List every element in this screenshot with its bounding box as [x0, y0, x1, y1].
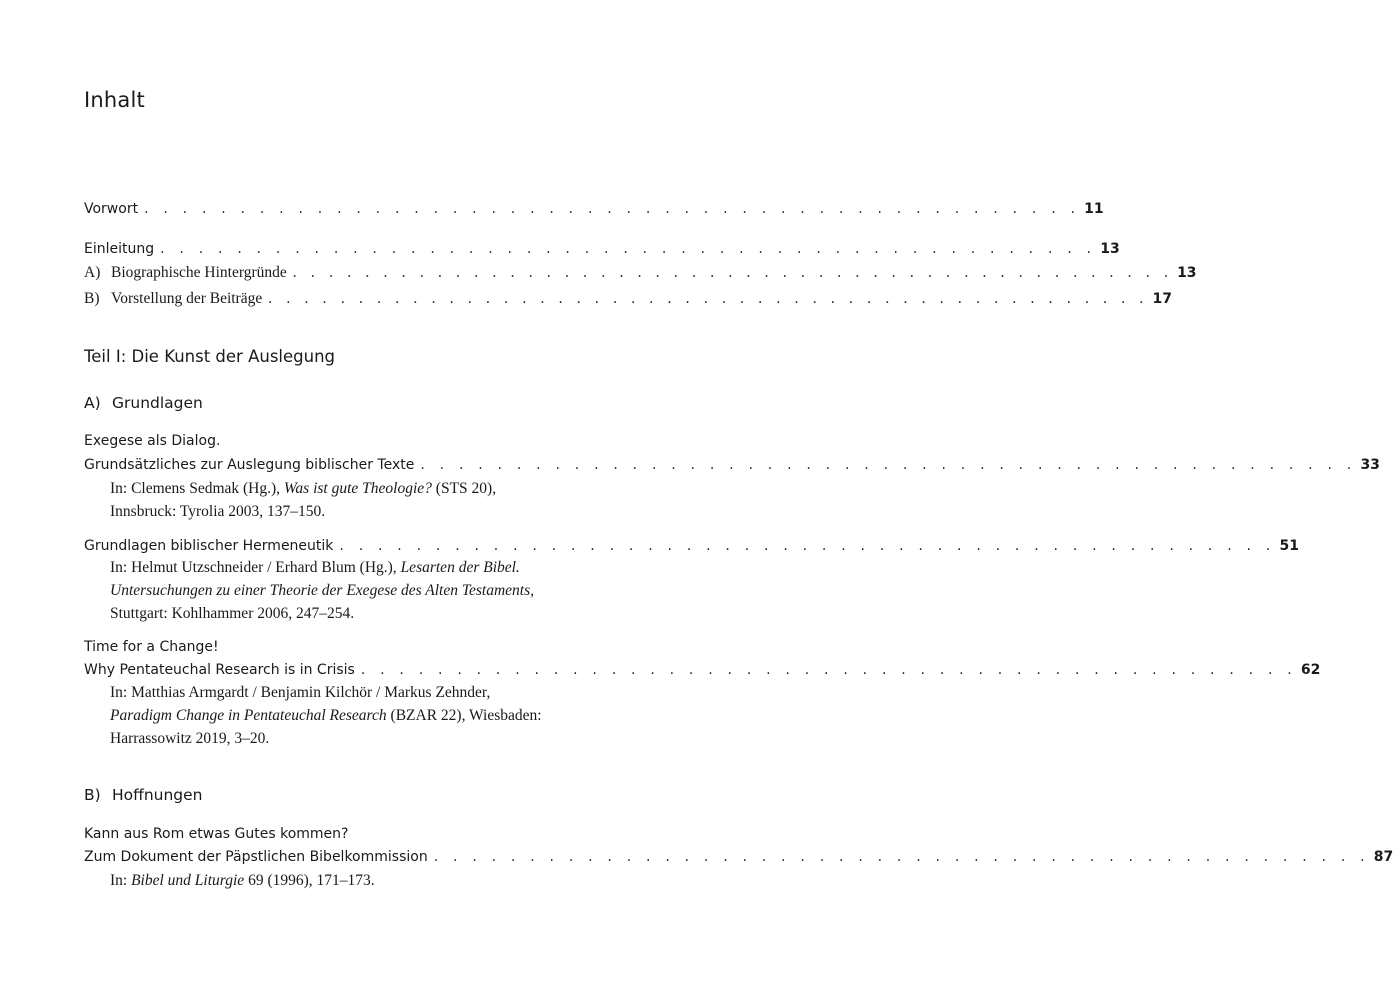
section-prefix: B)	[84, 786, 101, 804]
toc-entry-vorwort	[84, 201, 1104, 217]
dot-leader: . . . . . . . . . . . . . . . . . . . . . . . . . . . . . . . . . . . . . . . . . . . . . . . . .	[339, 538, 1276, 554]
subentry-prefix: B)	[84, 290, 100, 307]
dot-leader: . . . . . . . . . . . . . . . . . . . . . . . . . . . . . . . . . . . . . . . . . . . . . . . . .	[420, 457, 1357, 473]
part-title: Teil I: Die Kunst der Auslegung	[84, 347, 336, 366]
section-label: Grundlagen	[112, 394, 203, 412]
entry-title-line: Grundlagen biblischer Hermeneutik	[84, 538, 334, 554]
section-heading-grundlagen	[84, 394, 203, 412]
entry-source	[110, 681, 580, 750]
toc-entry-einleitung	[84, 241, 1120, 257]
source-title: Was ist gute Theologie?	[283, 480, 432, 497]
source-text: Harrassowitz 2019, 3–20.	[110, 730, 270, 747]
page-number: 11	[1084, 201, 1104, 217]
source-text: Innsbruck: Tyrolia 2003, 137–150.	[110, 503, 326, 520]
source-title: Lesarten der Bibel.	[400, 559, 520, 576]
source-text: In: Helmut Utzschneider / Erhard Blum (Hg.),	[110, 559, 401, 576]
entry-title-line: Grundsätzliches zur Auslegung biblischer Texte	[84, 457, 415, 473]
toc-entry-label: Vorwort	[84, 201, 139, 217]
section-heading-hoffnungen	[84, 786, 203, 804]
source-text: 69 (1996), 171–173.	[244, 872, 375, 889]
entry-source	[110, 869, 580, 892]
source-text: Stuttgart: Kohlhammer 2006, 247–254.	[110, 605, 355, 622]
dot-leader: . . . . . . . . . . . . . . . . . . . . . . . . . . . . . . . . . . . . . . . . . . . . . . . . .	[268, 290, 1149, 307]
toc-entry-hermeneutik	[84, 538, 1299, 554]
entry-title-line: Exegese als Dialog.	[84, 433, 221, 449]
entry-title-line: Zum Dokument der Päpstlichen Bibelkommission	[84, 849, 428, 865]
page-number: 13	[1177, 265, 1197, 281]
page-number: 51	[1279, 538, 1299, 554]
page-number: 87	[1373, 849, 1393, 865]
toc-entry-label: Einleitung	[84, 241, 155, 257]
dot-leader: . . . . . . . . . . . . . . . . . . . . . . . . . . . . . . . . . . . . . . . . . . . . . . . . .	[360, 662, 1297, 678]
page-title: Inhalt	[84, 88, 145, 112]
toc-subentry-b	[84, 290, 1172, 308]
source-title: Untersuchungen zu einer Theorie der Exegese des Alten Testaments,	[110, 582, 535, 599]
source-text: (BZAR 22), Wiesbaden:	[386, 707, 542, 724]
source-text: In: Clemens Sedmak (Hg.),	[110, 480, 284, 497]
page-number: 33	[1360, 457, 1380, 473]
dot-leader: . . . . . . . . . . . . . . . . . . . . . . . . . . . . . . . . . . . . . . . . . . . . . . . . .	[292, 264, 1174, 281]
entry-source	[110, 556, 580, 625]
page-number: 13	[1100, 241, 1120, 257]
source-title: Bibel und Liturgie	[131, 872, 245, 889]
page-number: 62	[1300, 662, 1321, 678]
toc-entry-exegese	[84, 457, 1380, 473]
dot-leader: . . . . . . . . . . . . . . . . . . . . . . . . . . . . . . . . . . . . . . . . . . . . . . . . .	[160, 241, 1097, 257]
dot-leader: . . . . . . . . . . . . . . . . . . . . . . . . . . . . . . . . . . . . . . . . . . . . . . . . .	[433, 849, 1370, 865]
entry-source	[110, 477, 580, 523]
source-title: Paradigm Change in Pentateuchal Research	[110, 707, 387, 724]
toc-entry-label: Vorstellung der Beiträge	[111, 290, 263, 307]
section-label: Hoffnungen	[112, 786, 203, 804]
dot-leader: . . . . . . . . . . . . . . . . . . . . . . . . . . . . . . . . . . . . . . . . . . . . . . . . .	[144, 201, 1081, 217]
toc-entry-label: Biographische Hintergründe	[111, 264, 287, 281]
page-number: 17	[1152, 291, 1172, 307]
source-text: In:	[110, 872, 132, 889]
source-text: In: Matthias Armgardt / Benjamin Kilchör / Markus Zehnder,	[110, 684, 491, 701]
entry-title-line: Why Pentateuchal Research is in Crisis	[84, 662, 355, 678]
source-text: (STS 20),	[431, 480, 497, 497]
section-prefix: A)	[84, 394, 101, 412]
subentry-prefix: A)	[84, 264, 101, 281]
entry-title-line: Time for a Change!	[84, 639, 219, 655]
toc-entry-kann-aus-rom	[84, 849, 1393, 865]
entry-title-line: Kann aus Rom etwas Gutes kommen?	[84, 826, 349, 842]
toc-subentry-a	[84, 264, 1197, 282]
toc-entry-time-for-a-change	[84, 662, 1321, 678]
